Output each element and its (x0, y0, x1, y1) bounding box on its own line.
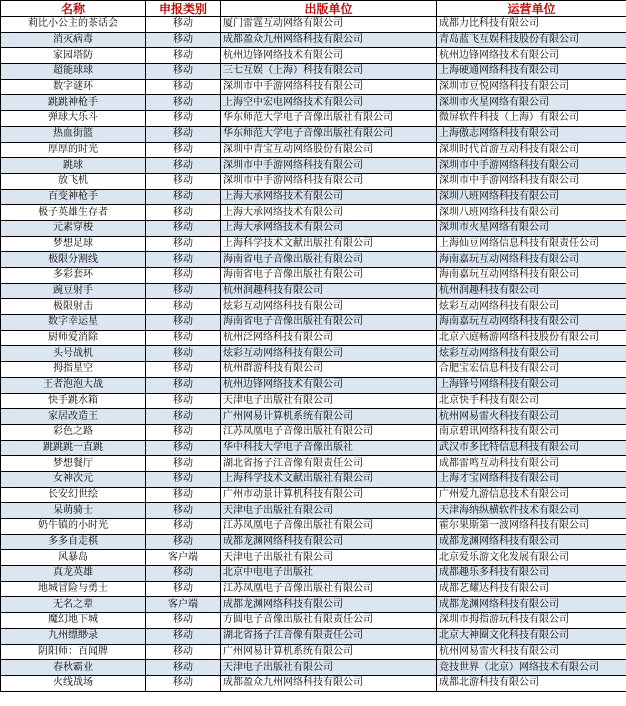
cell-name: 梦想足球 (1, 236, 146, 252)
cell-publisher: 成都盈众九州网络科技有限公司 (221, 675, 437, 691)
cell-operator: 深圳时代首游互动科技有限公司 (437, 142, 626, 158)
table-row (1, 440, 626, 456)
cell-operator: 成都龙渊网络科技有限公司 (437, 597, 626, 613)
cell-type: 客户端 (146, 597, 221, 613)
cell-name: 跳球 (1, 158, 146, 174)
cell-publisher: 江苏凤凰电子音像出版社有限公司 (221, 581, 437, 597)
table-row (1, 48, 626, 64)
cell-type: 移动 (146, 64, 221, 80)
cell-publisher: 深圳中青宝互动网络股份有限公司 (221, 142, 437, 158)
cell-type: 移动 (146, 424, 221, 440)
table-row (1, 315, 626, 331)
cell-publisher: 上海科学技术文献出版社有限公司 (221, 236, 437, 252)
table-row (1, 362, 626, 378)
table-row (1, 32, 626, 48)
cell-name: 跳跳神枪手 (1, 95, 146, 111)
cell-type: 移动 (146, 534, 221, 550)
cell-publisher: 上海空中宏电网络技术有限公司 (221, 95, 437, 111)
cell-publisher: 北京中电电子出版社 (221, 566, 437, 582)
cell-type: 移动 (146, 189, 221, 205)
cell-type: 移动 (146, 644, 221, 660)
cell-operator: 炫彩互动网络科技有限公司 (437, 346, 626, 362)
cell-name: 九州缥缈录 (1, 628, 146, 644)
cell-publisher: 成都龙渊网络科技有限公司 (221, 534, 437, 550)
cell-type: 移动 (146, 205, 221, 221)
table-row (1, 471, 626, 487)
cell-operator: 霍尔果斯第一波网络科技有限公司 (437, 519, 626, 535)
table-row (1, 581, 626, 597)
cell-publisher: 华东师范大学电子音像出版社有限公司 (221, 111, 437, 127)
cell-publisher: 江苏凤凰电子音像出版社有限公司 (221, 424, 437, 440)
cell-operator: 成都龙渊网络科技有限公司 (437, 534, 626, 550)
cell-type: 移动 (146, 158, 221, 174)
table-row (1, 64, 626, 80)
cell-name: 风暴岛 (1, 550, 146, 566)
cell-type: 移动 (146, 95, 221, 111)
cell-name: 奶牛镇的小时光 (1, 519, 146, 535)
cell-operator: 上海傲志网络科技有限公司 (437, 126, 626, 142)
cell-type: 移动 (146, 32, 221, 48)
cell-publisher: 成都盈众九州网络科技有限公司 (221, 32, 437, 48)
cell-operator: 合肥宝宏信息科技有限公司 (437, 362, 626, 378)
cell-type: 移动 (146, 79, 221, 95)
cell-operator: 北京爱乐游文化发展有限公司 (437, 550, 626, 566)
cell-type: 移动 (146, 628, 221, 644)
cell-operator: 广州爱九游信息技术有限公司 (437, 487, 626, 503)
cell-publisher: 上海科学技术文献出版社有限公司 (221, 471, 437, 487)
cell-type: 移动 (146, 315, 221, 331)
cell-operator: 炫彩互动网络科技有限公司 (437, 299, 626, 315)
cell-publisher: 天津电子出版社有限公司 (221, 550, 437, 566)
cell-publisher: 杭州边锋网络技术有限公司 (221, 48, 437, 64)
cell-type: 移动 (146, 377, 221, 393)
table-row (1, 189, 626, 205)
cell-publisher: 方圆电子音像出版社有限责任公司 (221, 613, 437, 629)
cell-publisher: 炫彩互动网络科技有限公司 (221, 346, 437, 362)
table-row (1, 236, 626, 252)
cell-publisher: 深圳市中手游网络科技有限公司 (221, 79, 437, 95)
cell-type: 移动 (146, 283, 221, 299)
cell-operator: 上海才宝网络科技有限公司 (437, 471, 626, 487)
cell-name: 热血街篮 (1, 126, 146, 142)
cell-publisher: 成都龙渊网络科技有限公司 (221, 597, 437, 613)
cell-publisher: 天津电子出版社有限公司 (221, 660, 437, 676)
table-row (1, 487, 626, 503)
cell-type: 移动 (146, 142, 221, 158)
cell-type: 移动 (146, 471, 221, 487)
table-row (1, 613, 626, 629)
cell-type: 移动 (146, 330, 221, 346)
cell-type: 移动 (146, 487, 221, 503)
table-row (1, 173, 626, 189)
cell-name: 极限分割线 (1, 252, 146, 268)
cell-publisher: 杭州群游科技有限公司 (221, 362, 437, 378)
cell-publisher: 杭州润趣科技有限公司 (221, 283, 437, 299)
cell-name: 彩色之路 (1, 424, 146, 440)
table-row (1, 597, 626, 613)
cell-name: 百变神枪手 (1, 189, 146, 205)
cell-operator: 杭州润趣科技有限公司 (437, 283, 626, 299)
cell-operator: 成都雷鸣互动科技有限公司 (437, 456, 626, 472)
table-row (1, 534, 626, 550)
cell-operator: 成都艺耀达科技有限公司 (437, 581, 626, 597)
cell-type: 移动 (146, 519, 221, 535)
cell-name: 豌豆射手 (1, 283, 146, 299)
table-row (1, 675, 626, 691)
cell-type: 移动 (146, 236, 221, 252)
cell-publisher: 炫彩互动网络科技有限公司 (221, 299, 437, 315)
table-row (1, 566, 626, 582)
cell-operator: 海南嘉玩互动网络科技有限公司 (437, 252, 626, 268)
cell-operator: 深圳市中手游网络科技有限公司 (437, 158, 626, 174)
table-row (1, 111, 626, 127)
cell-type: 移动 (146, 299, 221, 315)
cell-publisher: 广州市动景计算机科技有限公司 (221, 487, 437, 503)
cell-name: 厨师爱消除 (1, 330, 146, 346)
cell-type: 移动 (146, 440, 221, 456)
table-row (1, 79, 626, 95)
cell-operator: 青岛蓝飞互娱科技股份有限公司 (437, 32, 626, 48)
cell-operator: 深圳市豆悦网络科技有限公司 (437, 79, 626, 95)
cell-publisher: 华东师范大学电子音像出版社有限公司 (221, 126, 437, 142)
table-row (1, 346, 626, 362)
cell-operator: 天津海纳纵横软件技术有限公司 (437, 503, 626, 519)
cell-operator: 北京六庭畅游网络科技股份有限公司 (437, 330, 626, 346)
cell-publisher: 厦门雷霆互动网络有限公司 (221, 17, 437, 33)
table-row (1, 503, 626, 519)
cell-name: 数字谜环 (1, 79, 146, 95)
table-row (1, 660, 626, 676)
table-row (1, 205, 626, 221)
cell-name: 跳跳跳一直跳 (1, 440, 146, 456)
cell-operator: 深圳市中手游网络科技有限公司 (437, 173, 626, 189)
cell-type: 移动 (146, 268, 221, 284)
cell-name: 拇指星空 (1, 362, 146, 378)
cell-publisher: 广州网易计算机系统有限公司 (221, 409, 437, 425)
cell-operator: 南京碧讯网络科技有限公司 (437, 424, 626, 440)
cell-type: 移动 (146, 675, 221, 691)
table-row (1, 409, 626, 425)
cell-operator: 武汉市多比特信息科技有限公司 (437, 440, 626, 456)
table-row (1, 550, 626, 566)
cell-name: 元素穿梭 (1, 220, 146, 236)
cell-name: 多多自走棋 (1, 534, 146, 550)
cell-type: 移动 (146, 252, 221, 268)
cell-operator: 杭州网易雷火科技有限公司 (437, 644, 626, 660)
cell-publisher: 广州网易计算机系统有限公司 (221, 644, 437, 660)
table-row (1, 268, 626, 284)
cell-operator: 成都趣乐多科技有限公司 (437, 566, 626, 582)
cell-publisher: 湖北省扬子江音像有限责任公司 (221, 628, 437, 644)
cell-type: 移动 (146, 48, 221, 64)
cell-operator: 上海仙豆网络信息科技有限责任公司 (437, 236, 626, 252)
cell-operator: 杭州网易雷火科技有限公司 (437, 409, 626, 425)
cell-operator: 成都北游科技有限公司 (437, 675, 626, 691)
cell-operator: 竞技世界（北京）网络技术有限公司 (437, 660, 626, 676)
cell-name: 春秋霸业 (1, 660, 146, 676)
cell-publisher: 上海大承网络技术有限公司 (221, 189, 437, 205)
cell-name: 消灭病毒 (1, 32, 146, 48)
cell-name: 快手跳水箱 (1, 393, 146, 409)
table-row (1, 283, 626, 299)
cell-name: 无名之辈 (1, 597, 146, 613)
cell-operator: 上海锋号网络科技有限公司 (437, 377, 626, 393)
cell-type: 移动 (146, 660, 221, 676)
header-name: 名称 (1, 1, 146, 17)
cell-operator: 北京快手科技有限公司 (437, 393, 626, 409)
cell-name: 家园塔防 (1, 48, 146, 64)
cell-name: 梦想餐厅 (1, 456, 146, 472)
cell-type: 移动 (146, 126, 221, 142)
cell-type: 移动 (146, 111, 221, 127)
cell-operator: 深圳八班网络科技有限公司 (437, 205, 626, 221)
cell-name: 超能球球 (1, 64, 146, 80)
table-row (1, 377, 626, 393)
table-row (1, 424, 626, 440)
cell-name: 家居改造王 (1, 409, 146, 425)
cell-type: 移动 (146, 503, 221, 519)
table-row (1, 17, 626, 33)
cell-publisher: 三七互娱（上海）科技有限公司 (221, 64, 437, 80)
cell-name: 极限射击 (1, 299, 146, 315)
table-row (1, 644, 626, 660)
cell-publisher: 天津电子出版社有限公司 (221, 503, 437, 519)
cell-name: 王者泡泡大战 (1, 377, 146, 393)
cell-operator: 深圳市拇指游玩科技有限公司 (437, 613, 626, 629)
table-row (1, 126, 626, 142)
cell-type: 客户端 (146, 550, 221, 566)
cell-operator: 深圳八班网络科技有限公司 (437, 189, 626, 205)
table-row (1, 220, 626, 236)
cell-operator: 成都力比科技有限公司 (437, 17, 626, 33)
cell-name: 弹球大乐斗 (1, 111, 146, 127)
cell-type: 移动 (146, 393, 221, 409)
cell-operator: 微屏软件科技（上海）有限公司 (437, 111, 626, 127)
table-row (1, 158, 626, 174)
cell-type: 移动 (146, 456, 221, 472)
table-row (1, 393, 626, 409)
cell-type: 移动 (146, 220, 221, 236)
table-row (1, 456, 626, 472)
cell-operator: 深圳市火星网络有限公司 (437, 95, 626, 111)
cell-name: 多彩套环 (1, 268, 146, 284)
cell-publisher: 深圳市中手游网络科技有限公司 (221, 158, 437, 174)
cell-name: 真龙英雄 (1, 566, 146, 582)
cell-type: 移动 (146, 173, 221, 189)
cell-name: 莉比小公主的茶话会 (1, 17, 146, 33)
cell-operator: 杭州边锋网络技术有限公司 (437, 48, 626, 64)
cell-publisher: 湖北省扬子江音像有限责任公司 (221, 456, 437, 472)
cell-publisher: 杭州边锋网络技术有限公司 (221, 377, 437, 393)
cell-publisher: 江苏凤凰电子音像出版社有限公司 (221, 519, 437, 535)
table-row (1, 95, 626, 111)
cell-type: 移动 (146, 346, 221, 362)
header-row (1, 1, 626, 17)
cell-name: 呆萌骑士 (1, 503, 146, 519)
table-row (1, 519, 626, 535)
table-body (1, 17, 626, 692)
cell-type: 移动 (146, 566, 221, 582)
cell-name: 厚厚的时光 (1, 142, 146, 158)
cell-type: 移动 (146, 409, 221, 425)
cell-name: 数字幸运星 (1, 315, 146, 331)
table-row (1, 142, 626, 158)
cell-name: 地城冒险与勇士 (1, 581, 146, 597)
cell-type: 移动 (146, 362, 221, 378)
cell-name: 火线战场 (1, 675, 146, 691)
cell-name: 长安幻世绘 (1, 487, 146, 503)
cell-operator: 海南嘉玩互动网络科技有限公司 (437, 315, 626, 331)
cell-type: 移动 (146, 17, 221, 33)
cell-name: 阴阳师：百闻牌 (1, 644, 146, 660)
cell-name: 放飞机 (1, 173, 146, 189)
header-type: 申报类别 (146, 1, 221, 17)
cell-type: 移动 (146, 581, 221, 597)
cell-publisher: 海南省电子音像出版社有限公司 (221, 252, 437, 268)
cell-type: 移动 (146, 613, 221, 629)
cell-publisher: 上海大承网络技术有限公司 (221, 220, 437, 236)
table-row (1, 299, 626, 315)
header-operator: 运营单位 (437, 1, 626, 17)
cell-operator: 海南嘉玩互动网络科技有限公司 (437, 268, 626, 284)
cell-publisher: 华中科技大学电子音像出版社 (221, 440, 437, 456)
table-row (1, 330, 626, 346)
cell-operator: 深圳市火星网络有限公司 (437, 220, 626, 236)
cell-name: 魔幻地下城 (1, 613, 146, 629)
cell-operator: 北京大神圈文化科技有限公司 (437, 628, 626, 644)
cell-publisher: 上海大承网络技术有限公司 (221, 205, 437, 221)
cell-publisher: 杭州泛网络科技有限公司 (221, 330, 437, 346)
table-row (1, 252, 626, 268)
table-row (1, 628, 626, 644)
cell-name: 女神次元 (1, 471, 146, 487)
header-publisher: 出版单位 (221, 1, 437, 17)
cell-publisher: 海南省电子音像出版社有限公司 (221, 315, 437, 331)
cell-name: 头号战机 (1, 346, 146, 362)
cell-operator: 上海硬通网络科技有限公司 (437, 64, 626, 80)
cell-publisher: 天津电子出版社有限公司 (221, 393, 437, 409)
cell-publisher: 海南省电子音像出版社有限公司 (221, 268, 437, 284)
cell-name: 极子英雄生存者 (1, 205, 146, 221)
cell-publisher: 深圳市中手游网络科技有限公司 (221, 173, 437, 189)
